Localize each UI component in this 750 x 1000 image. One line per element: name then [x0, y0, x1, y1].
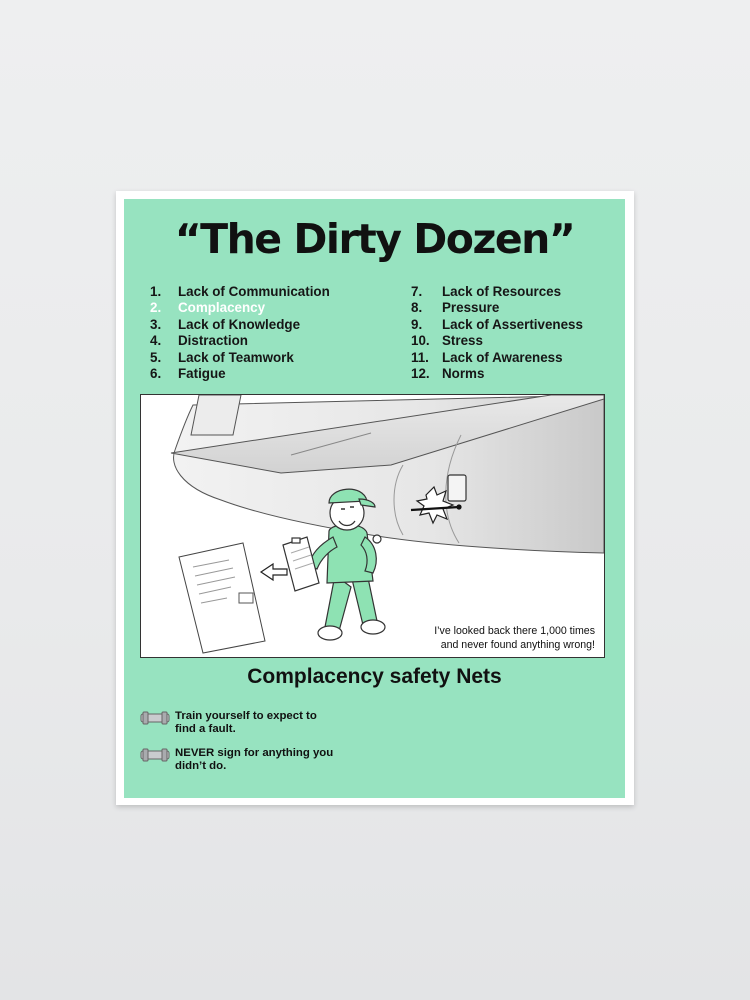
list-item: 9. Lack of Assertiveness: [411, 316, 583, 332]
list-item: 4. Distraction: [150, 333, 248, 349]
safety-net-text: Train yourself to expect to find a fault.: [175, 710, 317, 735]
list-item: 11. Lack of Awareness: [411, 349, 563, 365]
clamp-icon: [140, 710, 170, 726]
illustration-panel: [140, 394, 605, 658]
poster: [124, 199, 625, 798]
list-item: 1. Lack of Communication: [150, 284, 330, 299]
clamp-icon: [140, 747, 170, 763]
dirty-dozen-list-right: [411, 284, 583, 382]
list-item: 12. Norms: [411, 365, 485, 381]
list-item: 8. Pressure: [411, 300, 500, 316]
safety-net-text: NEVER sign for anything you didn’t do.: [175, 747, 334, 772]
safety-nets-heading: Complacency safety Nets: [247, 665, 502, 688]
list-item: 3. Lack of Knowledge: [150, 316, 301, 332]
list-item: 10. Stress: [411, 333, 483, 349]
speech-caption: I’ve looked back there 1,000 times and never found anything wrong!: [434, 625, 595, 651]
list-item: 5. Lack of Teamwork: [150, 349, 294, 365]
mechanic-under-wing-illustration: [141, 395, 604, 657]
poster-title: “The Dirty Dozen”: [174, 215, 575, 263]
list-item-highlighted: 2. Complacency: [150, 300, 266, 316]
list-item: 7. Lack of Resources: [411, 284, 562, 299]
list-item: 6. Fatigue: [150, 365, 226, 381]
dirty-dozen-list-left: [150, 284, 330, 382]
